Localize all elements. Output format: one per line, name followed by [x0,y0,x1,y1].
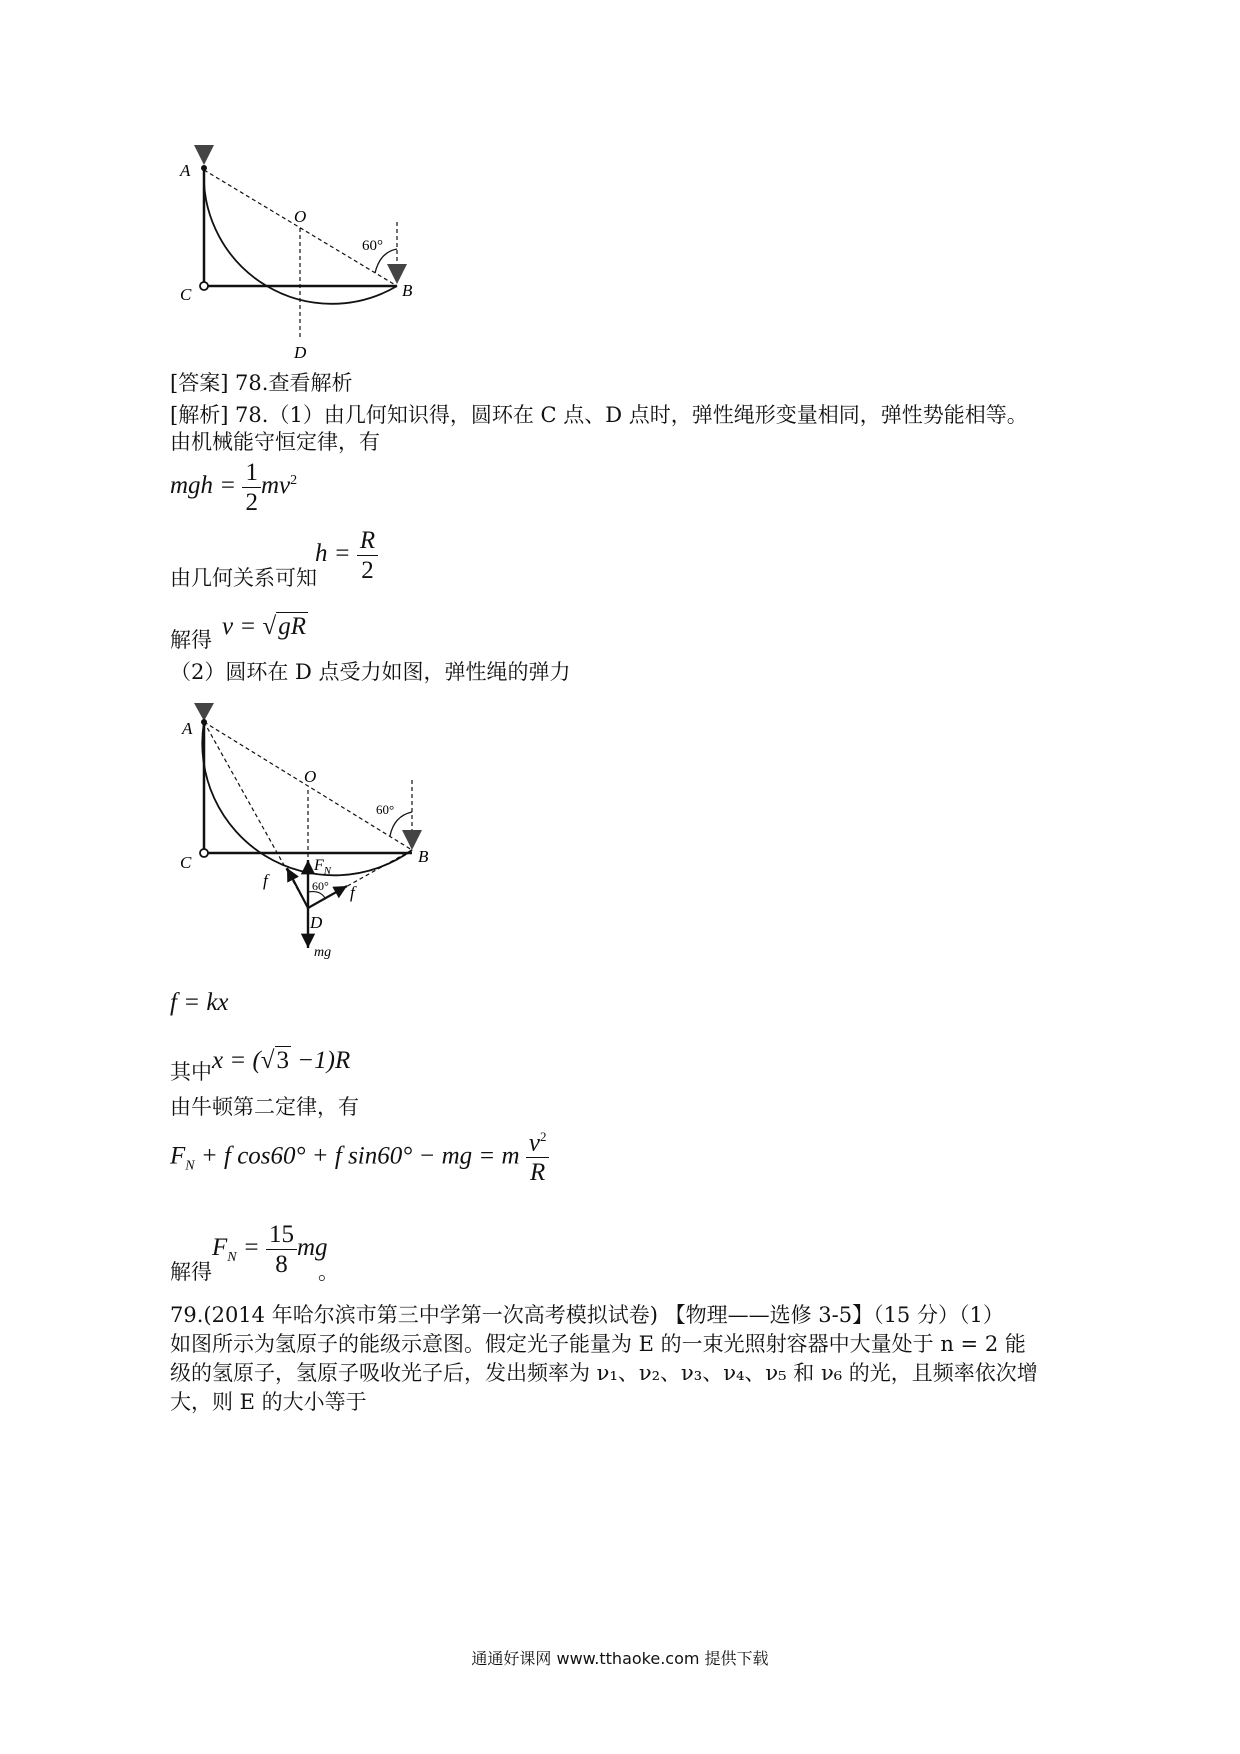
label-c: C [180,285,192,304]
solve-text-1: 解得 [170,628,212,652]
period-mark: 。 [318,1260,339,1284]
analysis-line-1: [解析] 78.（1）由几何知识得，圆环在 C 点、D 点时，弹性绳形变量相同，弹性势能相等。 [170,403,1028,427]
label-c-2: C [180,853,192,872]
where-text: 其中 [170,1060,212,1084]
problem-79-line-3: 级的氢原子，氢原子吸收光子后，发出频率为 ν₁、ν₂、ν₃、ν₄、ν₅ 和 ν₆ 的光，且频率依次增 [170,1361,1038,1385]
geometry-text: 由几何关系可知 [170,566,317,590]
label-d-2: D [310,913,323,932]
equation-velocity: v = √gR [222,613,306,640]
part-2-text: （2）圆环在 D 点受力如图，弹性绳的弹力 [170,660,571,684]
page-footer: 通通好课网 www.tthaoke.com 提供下载 [471,1649,769,1668]
problem-79-line-1: 79.(2014 年哈尔滨市第三中学第一次高考模拟试卷) 【物理——选修 3-5】（15 分）（1） [170,1303,1004,1327]
equation-hooke: f = kx [170,989,229,1016]
label-d: D [294,343,307,362]
label-o-2: O [304,767,317,786]
problem-79-line-2: 如图所示为氢原子的能级示意图。假定光子能量为 E 的一束光照射容器中大量处于 n = 2 能 [170,1332,1026,1356]
newton-text: 由牛顿第二定律，有 [170,1095,359,1119]
pulley-a-2 [194,703,214,721]
label-f-right: f [350,883,355,902]
equation-normal-force: $F_N$ = $\frac{15}{8}$ mg [212,1221,328,1278]
equation-height: h = $\frac{R}{2}$ [315,528,378,583]
equation-extension: x = (√3 −1)R [212,1047,351,1074]
answer-line: [答案] 78.查看解析 [170,371,353,395]
label-a-2: A [182,719,193,738]
ring-c-2 [200,849,208,857]
label-mg: mg [314,945,332,960]
force-f-left-arrow [287,868,308,908]
label-a: A [180,161,191,180]
problem-79-line-4: 大，则 E 的大小等于 [170,1390,367,1414]
label-f-left: f [263,871,268,890]
label-fn: $F_N$ [314,857,332,877]
ring-c [200,282,208,290]
label-o: O [294,207,307,226]
figure-1-diagram [170,140,470,370]
pulley-a [194,145,214,165]
figure-2-diagram [170,700,460,970]
equation-newton: $F_N + f$ cos60° + f sin60° − mg = m $\frac{v^2}{R}$ [170,1130,549,1185]
label-angle: 60° [362,238,383,254]
solve-text-2: 解得 [170,1260,212,1284]
equation-energy: mgh = $\frac{1}{2}$ $mv^2$ [170,459,298,516]
label-b: B [402,281,413,300]
analysis-line-2: 由机械能守恒定律，有 [170,430,380,454]
label-angle-bottom: 60° [312,879,329,893]
label-angle-top: 60° [376,802,395,817]
label-b-2: B [418,847,429,866]
